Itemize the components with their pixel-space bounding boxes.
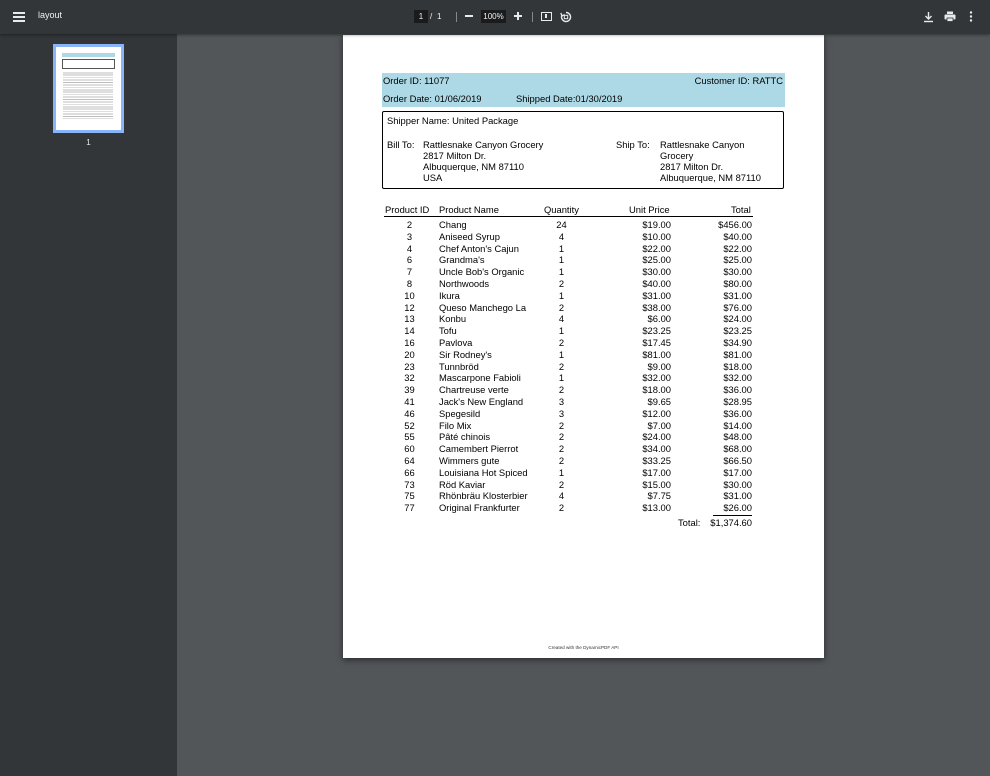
bill-to-line: USA — [423, 172, 443, 183]
cell-quantity: 1 — [558, 254, 565, 266]
table-row — [343, 254, 824, 266]
cell-total: $68.00 — [723, 443, 752, 455]
cell-product-name: Mascarpone Fabioli — [439, 372, 521, 384]
cell-product-name: Aniseed Syrup — [439, 230, 500, 242]
shipping-info-box — [382, 111, 784, 189]
cell-product-id: 64 — [404, 455, 415, 466]
cell-unit-price: $9.00 — [647, 360, 671, 372]
bill-to-label: Bill To: — [387, 139, 415, 150]
cell-product-name: Camembert Pierrot — [439, 443, 519, 455]
column-header-product-id: Product ID — [385, 204, 430, 215]
table-row — [343, 290, 824, 302]
cell-quantity: 2 — [558, 360, 565, 372]
bill-to-line: Albuquerque, NM 87110 — [423, 161, 524, 172]
table-row — [343, 467, 824, 479]
cell-unit-price: $18.00 — [642, 384, 671, 396]
cell-product-name: Spegesild — [439, 407, 481, 419]
table-row — [343, 219, 824, 231]
cell-quantity: 4 — [558, 490, 565, 502]
cell-product-id: 75 — [404, 490, 415, 502]
cell-total: $36.00 — [723, 407, 752, 419]
toolbar-divider — [532, 12, 533, 22]
cell-quantity: 2 — [558, 455, 565, 466]
cell-product-id: 32 — [404, 372, 415, 384]
cell-product-id: 39 — [404, 384, 415, 396]
thumbnail-label: 1 — [86, 138, 91, 147]
cell-product-name: Uncle Bob's Organic — [439, 266, 525, 278]
table-row — [343, 313, 824, 325]
cell-total: $48.00 — [723, 431, 752, 443]
cell-total: $36.00 — [723, 384, 752, 396]
cell-product-id: 6 — [406, 254, 413, 266]
cell-total: $34.90 — [723, 337, 752, 348]
cell-total: $31.00 — [723, 289, 752, 301]
cell-product-id: 14 — [404, 325, 415, 337]
cell-product-name: Louisiana Hot Spiced — [439, 466, 528, 478]
cell-quantity: 2 — [558, 478, 565, 490]
total-underline — [713, 515, 752, 516]
menu-icon[interactable] — [10, 8, 28, 26]
cell-product-id: 10 — [404, 289, 415, 301]
cell-quantity: 3 — [558, 396, 565, 407]
viewer-toolbar — [0, 0, 990, 34]
cell-total: $23.25 — [723, 325, 752, 337]
page-separator: / — [430, 12, 433, 21]
fit-page-icon[interactable] — [540, 10, 553, 23]
cell-product-id: 13 — [404, 313, 415, 325]
cell-unit-price: $33.25 — [642, 455, 671, 466]
ship-to-line: Grocery — [660, 150, 694, 161]
cell-unit-price: $13.00 — [642, 502, 671, 514]
zoom-input[interactable]: 100% — [481, 10, 506, 23]
thumbnail-preview — [58, 49, 119, 128]
cell-quantity: 1 — [558, 289, 565, 301]
cell-total: $66.50 — [723, 455, 752, 466]
cell-product-id: 3 — [406, 230, 413, 242]
cell-product-id: 12 — [404, 301, 415, 313]
cell-total: $25.00 — [723, 254, 752, 266]
cell-quantity: 2 — [558, 502, 565, 514]
cell-product-id: 41 — [404, 396, 415, 407]
cell-unit-price: $40.00 — [642, 278, 671, 289]
cell-total: $80.00 — [723, 278, 752, 289]
cell-product-id: 77 — [404, 502, 415, 514]
cell-total: $22.00 — [723, 242, 752, 254]
cell-product-name: Filo Mix — [439, 419, 472, 431]
cell-product-name: Sir Rodney's — [439, 348, 492, 360]
cell-total: $26.00 — [723, 502, 752, 514]
cell-quantity: 2 — [558, 419, 565, 431]
bill-to-line: 2817 Milton Dr. — [423, 150, 487, 161]
cell-quantity: 3 — [558, 407, 565, 419]
table-row — [343, 431, 824, 443]
toolbar-divider — [456, 12, 457, 22]
cell-total: $456.00 — [718, 219, 752, 230]
cell-unit-price: $17.00 — [642, 466, 671, 478]
table-row — [343, 408, 824, 420]
cell-unit-price: $22.00 — [642, 242, 671, 254]
total-pages: 1 — [437, 12, 442, 21]
cell-product-name: Röd Kaviar — [439, 478, 486, 490]
table-row — [343, 231, 824, 243]
cell-unit-price: $10.00 — [642, 230, 671, 242]
cell-unit-price: $7.00 — [647, 419, 671, 431]
cell-product-name: Ikura — [439, 289, 460, 301]
cell-product-name: Queso Manchego La — [439, 301, 527, 313]
cell-quantity: 1 — [558, 372, 565, 384]
cell-unit-price: $81.00 — [642, 348, 671, 360]
cell-unit-price: $17.45 — [642, 337, 671, 348]
page-number-input[interactable]: 1 — [414, 10, 428, 23]
thumbnail-table-lines — [63, 72, 113, 119]
cell-product-id: 60 — [404, 443, 415, 455]
thumbnail-sidebar — [0, 34, 177, 776]
column-header-unit-price: Unit Price — [629, 204, 670, 215]
order-date: Order Date: 01/06/2019 — [383, 93, 482, 104]
more-icon[interactable] — [966, 10, 976, 23]
cell-product-name: Rhönbräu Klosterbier — [439, 490, 528, 502]
table-row — [343, 420, 824, 432]
cell-quantity: 4 — [558, 230, 565, 242]
cell-total: $14.00 — [723, 419, 752, 431]
cell-total: $81.00 — [723, 348, 752, 360]
cell-unit-price: $6.00 — [647, 313, 671, 325]
cell-quantity: 1 — [558, 348, 565, 360]
cell-total: $31.00 — [723, 490, 752, 502]
ship-to-label: Ship To: — [616, 139, 650, 150]
total-label: Total: — [678, 517, 701, 528]
cell-unit-price: $32.00 — [642, 372, 671, 384]
cell-product-id: 7 — [406, 266, 413, 278]
shipped-date: Shipped Date:01/30/2019 — [516, 93, 623, 104]
zoom-out-icon[interactable] — [462, 9, 476, 23]
cell-product-name: Original Frankfurter — [439, 502, 520, 514]
cell-quantity: 2 — [558, 431, 565, 443]
cell-product-name: Chang — [439, 219, 467, 230]
column-header-quantity: Quantity — [544, 204, 579, 215]
table-row — [343, 372, 824, 384]
order-id: Order ID: 11077 — [383, 75, 450, 86]
cell-unit-price: $31.00 — [642, 289, 671, 301]
table-row — [343, 502, 824, 514]
cell-unit-price: $30.00 — [642, 266, 671, 278]
cell-total: $76.00 — [723, 301, 752, 313]
cell-product-name: Chartreuse verte — [439, 384, 509, 396]
customer-id: Customer ID: RATTC — [694, 75, 783, 86]
cell-quantity: 1 — [558, 466, 565, 478]
cell-quantity: 2 — [558, 301, 565, 313]
cell-total: $17.00 — [723, 466, 752, 478]
table-row — [343, 455, 824, 467]
cell-product-id: 46 — [404, 407, 415, 419]
table-row — [343, 396, 824, 408]
grand-total: $1,374.60 — [710, 517, 752, 528]
table-row — [343, 490, 824, 502]
cell-product-id: 23 — [404, 360, 415, 372]
cell-product-id: 52 — [404, 419, 415, 431]
cell-total: $28.95 — [723, 396, 752, 407]
table-row — [343, 361, 824, 373]
cell-total: $30.00 — [723, 478, 752, 490]
cell-total: $24.00 — [723, 313, 752, 325]
rotate-icon[interactable] — [559, 10, 572, 23]
cell-quantity: 2 — [558, 337, 565, 348]
column-header-total: Total — [731, 204, 751, 215]
bill-to-line: Rattlesnake Canyon Grocery — [423, 139, 544, 150]
download-icon[interactable] — [922, 10, 935, 23]
cell-product-id: 66 — [404, 466, 415, 478]
cell-product-name: Grandma's — [439, 254, 485, 266]
thumbnail-header-band — [62, 53, 115, 57]
cell-product-name: Northwoods — [439, 278, 490, 289]
cell-product-name: Pâté chinois — [439, 431, 491, 443]
cell-unit-price: $25.00 — [642, 254, 671, 266]
cell-product-id: 2 — [406, 219, 413, 230]
cell-unit-price: $19.00 — [642, 219, 671, 230]
table-row — [343, 325, 824, 337]
cell-product-id: 20 — [404, 348, 415, 360]
print-icon[interactable] — [943, 10, 957, 23]
page-thumbnail[interactable] — [53, 44, 124, 133]
cell-product-name: Konbu — [439, 313, 467, 325]
page-footer: Created with the DynamicPDF API — [548, 645, 619, 650]
cell-product-id: 55 — [404, 431, 415, 443]
ship-to-line: 2817 Milton Dr. — [660, 161, 724, 172]
cell-unit-price: $15.00 — [642, 478, 671, 490]
cell-quantity: 2 — [558, 278, 565, 289]
ship-to-line: Rattlesnake Canyon — [660, 139, 745, 150]
cell-product-id: 16 — [404, 337, 415, 348]
table-row — [343, 266, 824, 278]
header-underline — [384, 216, 753, 217]
cell-total: $18.00 — [723, 360, 752, 372]
cell-unit-price: $9.65 — [647, 396, 671, 407]
cell-unit-price: $12.00 — [642, 407, 671, 419]
table-row — [343, 337, 824, 349]
cell-unit-price: $38.00 — [642, 301, 671, 313]
ship-to-line: Albuquerque, NM 87110 — [660, 172, 761, 183]
cell-product-id: 8 — [406, 278, 413, 289]
table-row — [343, 302, 824, 314]
cell-unit-price: $34.00 — [642, 443, 671, 455]
shipper-name: Shipper Name: United Package — [387, 115, 519, 126]
table-row — [343, 443, 824, 455]
cell-product-name: Jack's New England — [439, 396, 524, 407]
cell-unit-price: $23.25 — [642, 325, 671, 337]
cell-product-name: Pavlova — [439, 337, 473, 348]
table-row — [343, 278, 824, 290]
cell-unit-price: $7.75 — [647, 490, 671, 502]
thumbnail-info-box — [62, 59, 115, 69]
cell-product-name: Chef Anton's Cajun — [439, 242, 519, 254]
cell-unit-price: $24.00 — [642, 431, 671, 443]
table-row — [343, 243, 824, 255]
order-header-band — [382, 73, 785, 107]
cell-quantity: 24 — [556, 219, 567, 230]
cell-quantity: 1 — [558, 266, 565, 278]
zoom-in-icon[interactable] — [511, 9, 525, 23]
pdf-page — [343, 35, 824, 658]
cell-quantity: 4 — [558, 313, 565, 325]
table-row — [343, 479, 824, 491]
table-row — [343, 384, 824, 396]
document-title: layout — [38, 10, 63, 20]
cell-quantity: 1 — [558, 242, 565, 254]
cell-product-name: Tunnbröd — [439, 360, 479, 372]
cell-product-name: Wimmers gute — [439, 455, 500, 466]
cell-quantity: 1 — [558, 325, 565, 337]
cell-total: $32.00 — [723, 372, 752, 384]
cell-product-id: 4 — [406, 242, 413, 254]
cell-product-name: Tofu — [439, 325, 457, 337]
cell-total: $30.00 — [723, 266, 752, 278]
cell-total: $40.00 — [723, 230, 752, 242]
cell-product-id: 73 — [404, 478, 415, 490]
cell-quantity: 2 — [558, 443, 565, 455]
column-header-product-name: Product Name — [439, 204, 499, 215]
table-row — [343, 349, 824, 361]
cell-quantity: 2 — [558, 384, 565, 396]
